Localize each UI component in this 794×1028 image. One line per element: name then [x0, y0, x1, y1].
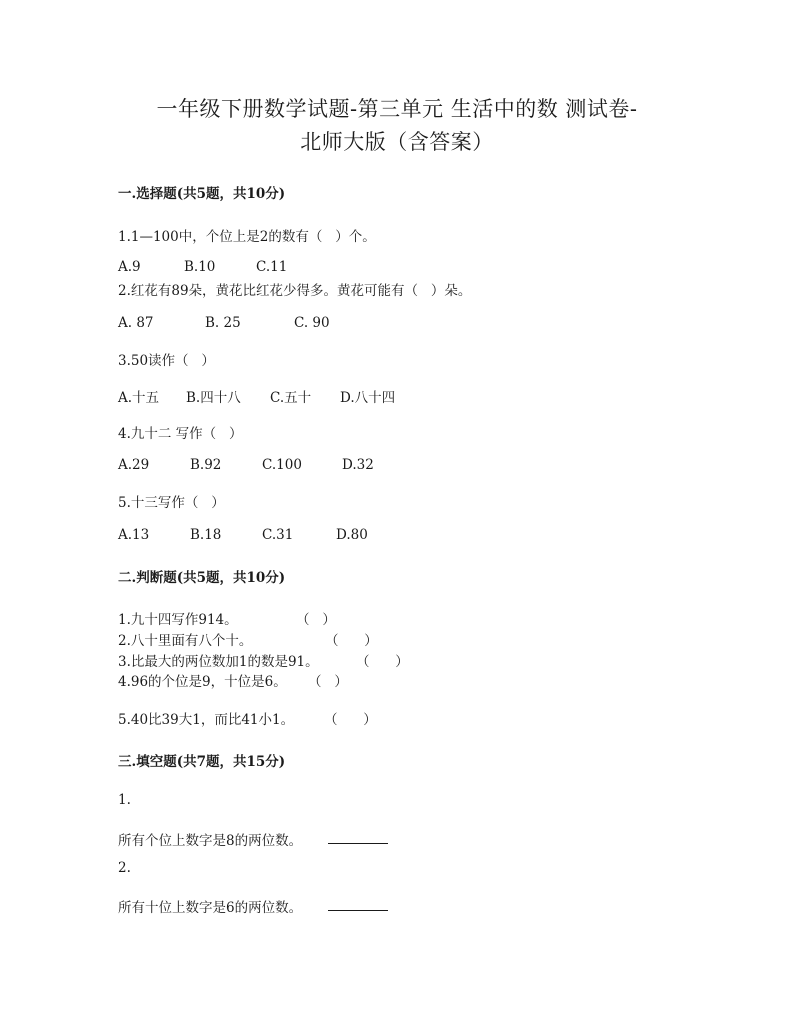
page-title-line1: 一年级下册数学试题-第三单元 生活中的数 测试卷-: [156, 97, 638, 121]
question-4-option-c: C.100: [262, 457, 302, 473]
fill-item-2-text: 所有十位上数字是6的两位数。: [118, 900, 303, 916]
section-heading-fill-in: 三.填空题(共7题，共15分): [118, 754, 286, 770]
question-4-text: 4.九十二 写作（ ）: [118, 426, 243, 442]
judgment-item-1-paren: （ ）: [296, 612, 336, 628]
judgment-item-5-text: 5.40比39大1，而比41小1。: [118, 712, 295, 728]
question-3-option-c: C.五十: [270, 390, 312, 406]
judgment-item-4-paren: （ ）: [308, 674, 348, 690]
question-4-option-b: B.92: [190, 457, 222, 473]
judgment-item-3-text: 3.比最大的两位数加1的数是91。: [118, 654, 319, 670]
question-3-option-d: D.八十四: [340, 390, 396, 406]
question-2-text: 2.红花有89朵，黄花比红花少得多。黄花可能有（ ）朵。: [118, 283, 472, 299]
question-1-text: 1.1—100中，个位上是2的数有（ ）个。: [118, 229, 376, 245]
question-5-text: 5.十三写作（ ）: [118, 495, 225, 511]
question-4-option-d: D.32: [342, 457, 374, 473]
section-heading-judgment: 二.判断题(共5题，共10分): [118, 570, 286, 586]
judgment-item-4-text: 4.96的个位是9，十位是6。: [118, 674, 287, 690]
fill-item-1-number: 1.: [118, 792, 131, 808]
judgment-item-3-paren: （ ）: [356, 654, 409, 670]
question-3-text: 3.50读作（ ）: [118, 353, 215, 369]
question-5-option-d: D.80: [336, 527, 368, 543]
question-5-option-b: B.18: [190, 527, 222, 543]
fill-item-1-answer-blank[interactable]: [328, 843, 388, 844]
question-2-option-b: B. 25: [205, 315, 241, 331]
judgment-item-2-text: 2.八十里面有八个十。: [118, 633, 253, 649]
question-5-option-a: A.13: [118, 527, 150, 543]
fill-item-2-number: 2.: [118, 860, 131, 876]
fill-item-2-answer-blank[interactable]: [328, 910, 388, 911]
question-2-option-a: A. 87: [118, 315, 154, 331]
question-1-option-a: A.9: [118, 259, 141, 275]
judgment-item-2-paren: （ ）: [325, 633, 378, 649]
judgment-item-1-text: 1.九十四写作914。: [118, 612, 238, 628]
section-heading-choice: 一.选择题(共5题，共10分): [118, 186, 286, 202]
judgment-item-5-paren: （ ）: [324, 712, 377, 728]
page-title-line2: 北师大版（含答案）: [300, 130, 494, 154]
question-2-option-c: C. 90: [294, 315, 330, 331]
question-3-option-b: B.四十八: [186, 390, 241, 406]
fill-item-1-text: 所有个位上数字是8的两位数。: [118, 833, 303, 849]
question-1-option-c: C.11: [256, 259, 288, 275]
question-4-option-a: A.29: [118, 457, 150, 473]
question-3-option-a: A.十五: [118, 390, 160, 406]
question-1-option-b: B.10: [184, 259, 216, 275]
question-5-option-c: C.31: [262, 527, 294, 543]
